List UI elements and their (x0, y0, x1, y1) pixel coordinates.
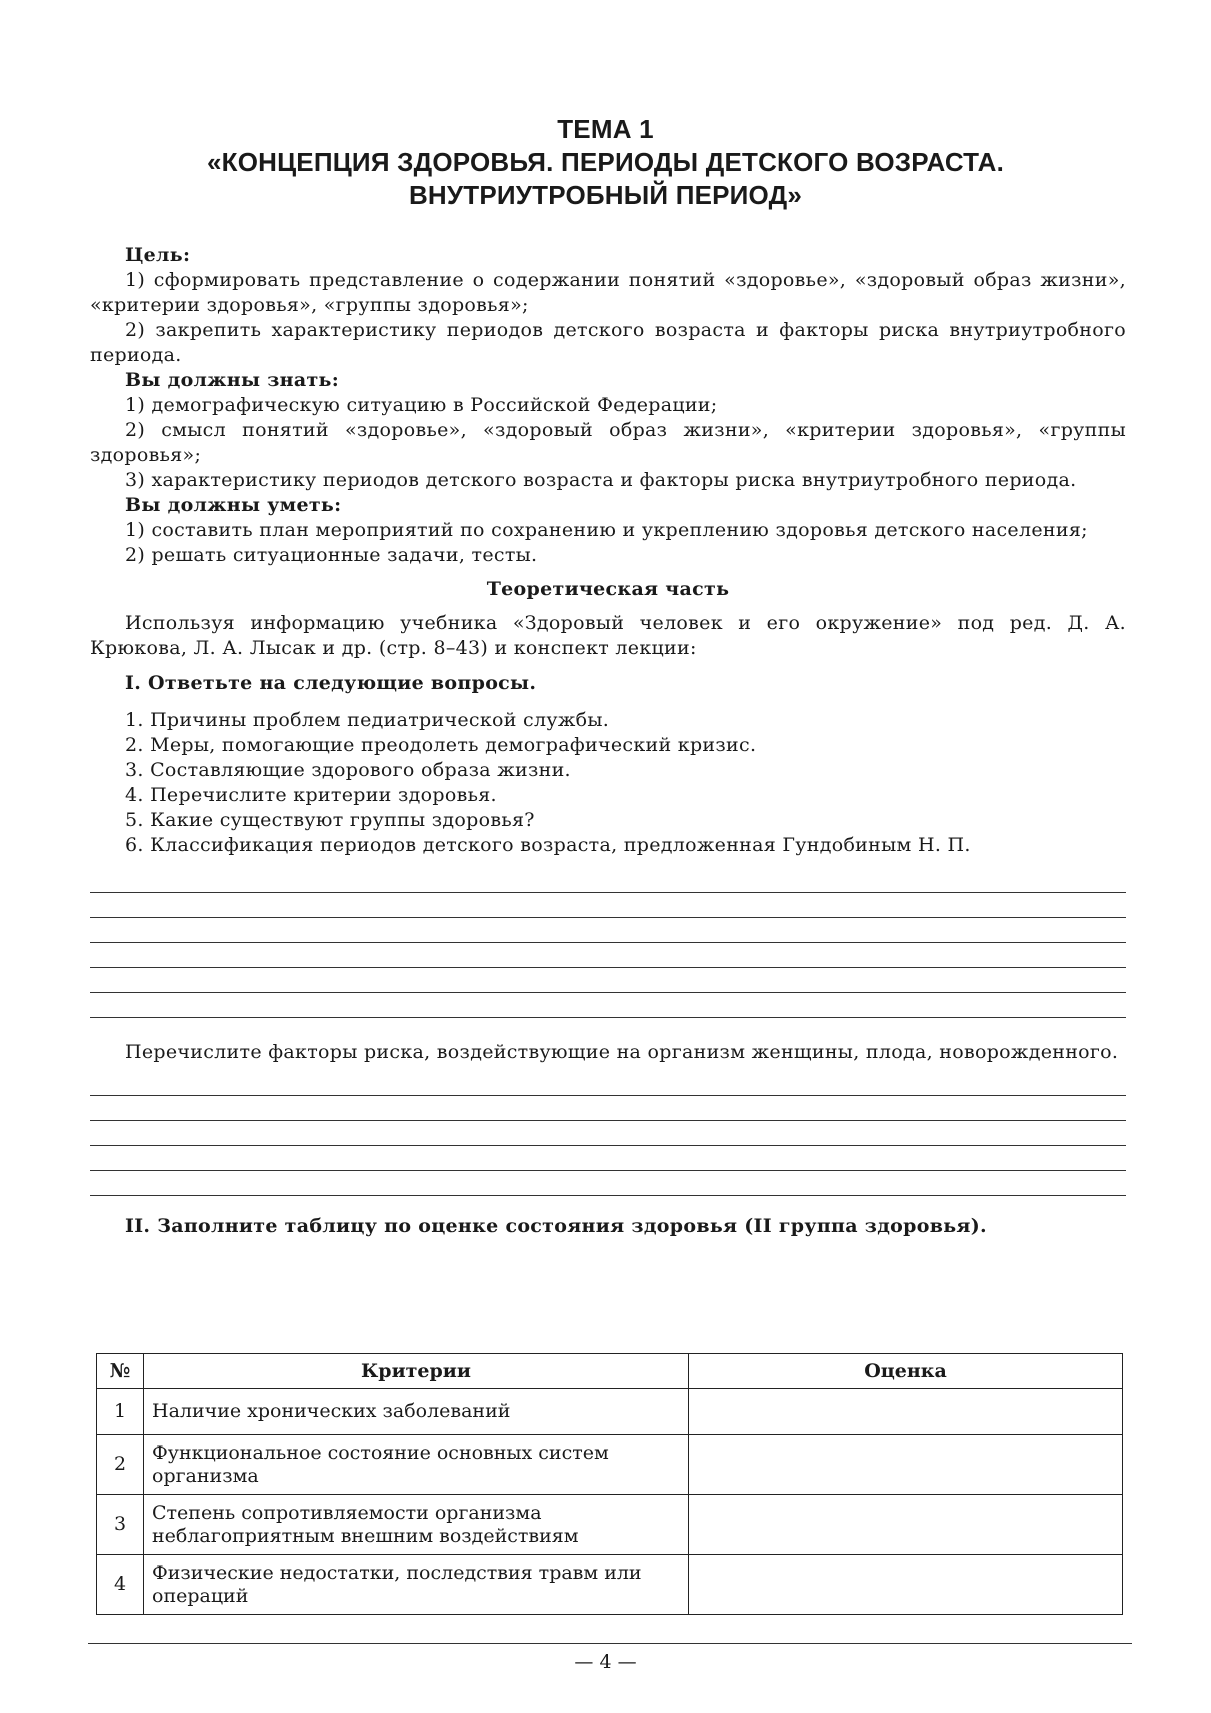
score-cell[interactable] (689, 1495, 1123, 1555)
answer-line[interactable] (90, 1171, 1126, 1196)
criterion-cell: Наличие хронических заболеваний (144, 1389, 689, 1435)
skills-item: 2) решать ситуационные задачи, тесты. (125, 544, 538, 566)
answer-line[interactable] (90, 918, 1126, 943)
score-cell[interactable] (689, 1389, 1123, 1435)
theory-intro: Используя информацию учебника «Здоровый человек и его окружение» под ред. Д. А. Крюкова, Л. А. Лысак и др. (стр. 8–43) и конспект лекции: (90, 612, 1126, 659)
row-number: 2 (97, 1435, 144, 1495)
row-number: 1 (97, 1389, 144, 1435)
table-header-row (97, 1354, 1123, 1389)
topic-title-line-2: «КОНЦЕПЦИЯ ЗДОРОВЬЯ. ПЕРИОДЫ ДЕТСКОГО ВОЗРАСТА. (206, 147, 1004, 177)
theory-heading: Теоретическая часть (486, 578, 730, 600)
skills-item: 1) составить план мероприятий по сохранению и укреплению здоровья детского населения; (125, 519, 1088, 541)
goal-heading: Цель: (125, 244, 191, 266)
table-row (97, 1495, 1123, 1555)
question-item: 1. Причины проблем педиатрической службы. (125, 709, 610, 731)
answer-line[interactable] (90, 893, 1126, 918)
page-body (90, 243, 1126, 1251)
question-item: 5. Какие существуют группы здоровья? (125, 809, 535, 831)
column-header-score: Оценка (689, 1354, 1123, 1389)
column-header-number: № (97, 1354, 144, 1389)
answer-line[interactable] (90, 868, 1126, 893)
answer-lines-2[interactable] (90, 1071, 1126, 1196)
question-item: 6. Классификация периодов детского возраста, предложенная Гундобиным Н. П. (125, 834, 971, 856)
section-1-heading: I. Ответьте на следующие вопросы. (125, 672, 537, 694)
know-item: 1) демографическую ситуацию в Российской Федерации; (125, 394, 718, 416)
row-number: 4 (97, 1555, 144, 1615)
goal-item: 2) закрепить характеристику периодов детского возраста и факторы риска внутриутробного периода. (90, 319, 1126, 366)
topic-title (0, 113, 1211, 212)
answer-line[interactable] (90, 1121, 1126, 1146)
question-item: 4. Перечислите критерии здоровья. (125, 784, 497, 806)
answer-line[interactable] (90, 993, 1126, 1018)
criterion-cell: Степень сопротивляемости организма неблагоприятным внешним воздействиям (144, 1495, 689, 1555)
know-heading: Вы должны знать: (125, 369, 340, 391)
topic-number: ТЕМА 1 (557, 114, 654, 144)
know-item: 2) смысл понятий «здоровье», «здоровый образ жизни», «критерии здоровья», «группы здоровья»; (90, 419, 1126, 466)
score-cell[interactable] (689, 1555, 1123, 1615)
score-cell[interactable] (689, 1435, 1123, 1495)
page-number: — 4 — (574, 1651, 637, 1673)
column-header-criteria: Критерии (144, 1354, 689, 1389)
table-row (97, 1435, 1123, 1495)
answer-line[interactable] (90, 1146, 1126, 1171)
table-row (97, 1389, 1123, 1435)
section-2-heading: II. Заполните таблицу по оценке состояния здоровья (II группа здоровья). (125, 1215, 987, 1237)
goal-item: 1) сформировать представление о содержании понятий «здоровье», «здоровый образ жизни», «критерии здоровья», «группы здоровья»; (90, 269, 1126, 316)
criterion-cell: Функциональное состояние основных систем организма (144, 1435, 689, 1495)
topic-title-line-3: ВНУТРИУТРОБНЫЙ ПЕРИОД» (408, 180, 803, 210)
answer-line[interactable] (90, 968, 1126, 993)
health-assessment-table (96, 1353, 1123, 1615)
risk-factors-task: Перечислите факторы риска, воздействующие на организм женщины, плода, новорожденного. (125, 1041, 1119, 1063)
answer-line[interactable] (90, 1071, 1126, 1096)
question-item: 3. Составляющие здорового образа жизни. (125, 759, 571, 781)
answer-lines-1[interactable] (90, 868, 1126, 1018)
criterion-cell: Физические недостатки, последствия травм или операций (144, 1555, 689, 1615)
row-number: 3 (97, 1495, 144, 1555)
footer-divider (88, 1643, 1132, 1644)
skills-heading: Вы должны уметь: (125, 494, 342, 516)
question-list (90, 708, 1126, 858)
answer-line[interactable] (90, 943, 1126, 968)
know-item: 3) характеристику периодов детского возраста и факторы риска внутриутробного периода. (125, 469, 1077, 491)
table-row (97, 1555, 1123, 1615)
question-item: 2. Меры, помогающие преодолеть демографический кризис. (125, 734, 757, 756)
answer-line[interactable] (90, 1096, 1126, 1121)
